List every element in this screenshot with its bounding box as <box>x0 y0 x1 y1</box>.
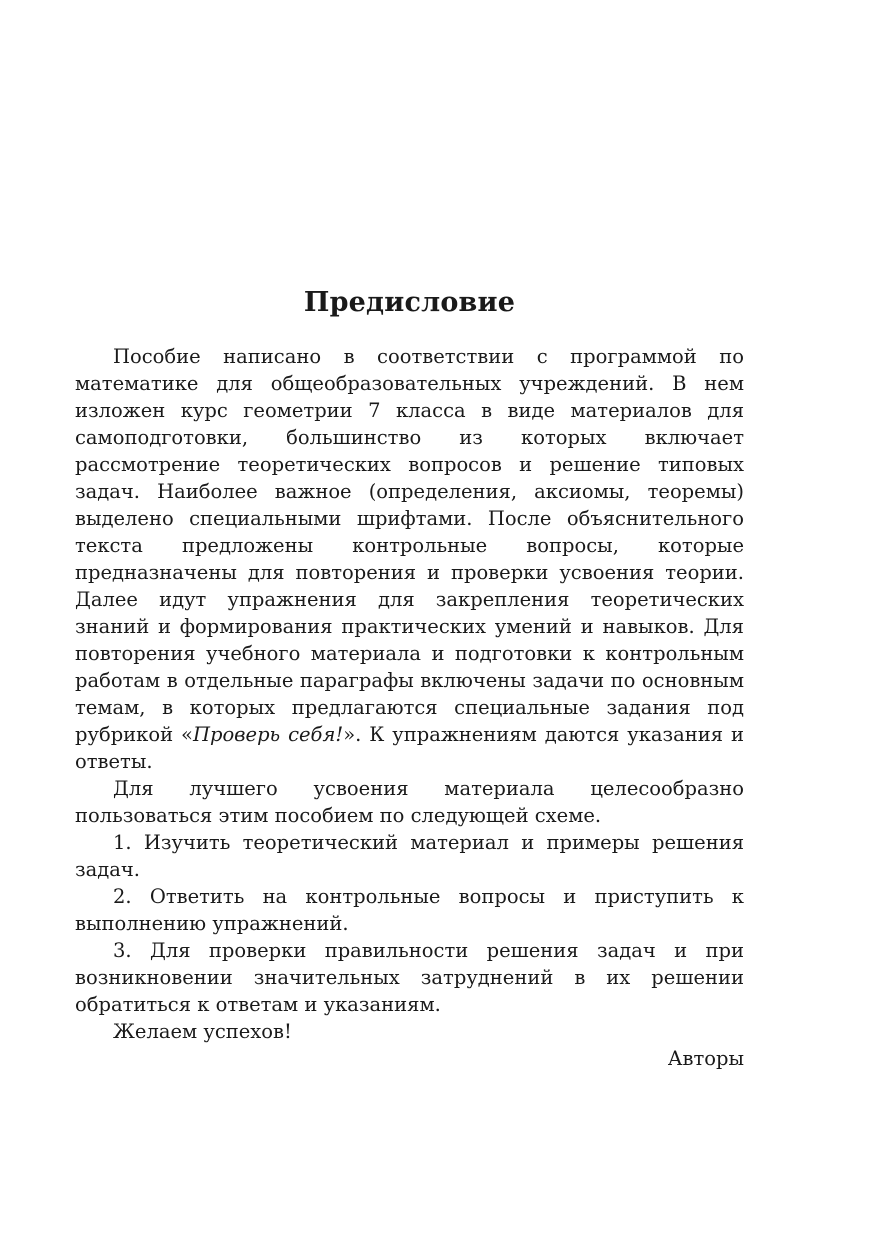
usage-paragraph: Для лучшего усвоения материала целесообразно пользоваться этим пособием по следующей схеме. <box>75 777 744 827</box>
document-page <box>75 283 744 1072</box>
intro-paragraph <box>75 343 744 775</box>
rubric-name: Проверь себя! <box>192 723 344 746</box>
step-item-3: 3. Для проверки правильности решения задач и при возникновении значительных затруднений в их решении обратиться к ответам и указаниям. <box>75 939 744 1016</box>
closing-line: Желаем успехов! <box>113 1020 292 1043</box>
step-item-1: 1. Изучить теоретический материал и примеры решения задач. <box>75 831 744 881</box>
step-item-2: 2. Ответить на контрольные вопросы и приступить к выполнению упражнений. <box>75 885 744 935</box>
intro-text: Пособие написано в соответствии с программой по математике для общеобразовательных учреждений. В нем изложен курс геометрии 7 класса в виде материалов для самоподготовки, большинство из которых включает рассмотрение теоретических вопросов и решение типовых задач. Наиболее важное (определения, аксиомы, теоремы) выделено специальными шрифтами. После объяснительного текста предложены контрольные вопросы, которые предназначены для повторения и проверки усвоения теории. Далее идут упражнения для закрепления теоретических знаний и формирования практических умений и навыков. Для повторения учебного материала и подготовки к контрольным работам в отдельные параграфы включены задачи по основным темам, в которых предлагаются специальные задания под рубрикой « <box>75 345 744 746</box>
signature: Авторы <box>667 1047 744 1070</box>
page-title: Предисловие <box>303 287 516 318</box>
intro-text-end: ». К упражнениям даются указания и ответы. <box>75 723 744 773</box>
